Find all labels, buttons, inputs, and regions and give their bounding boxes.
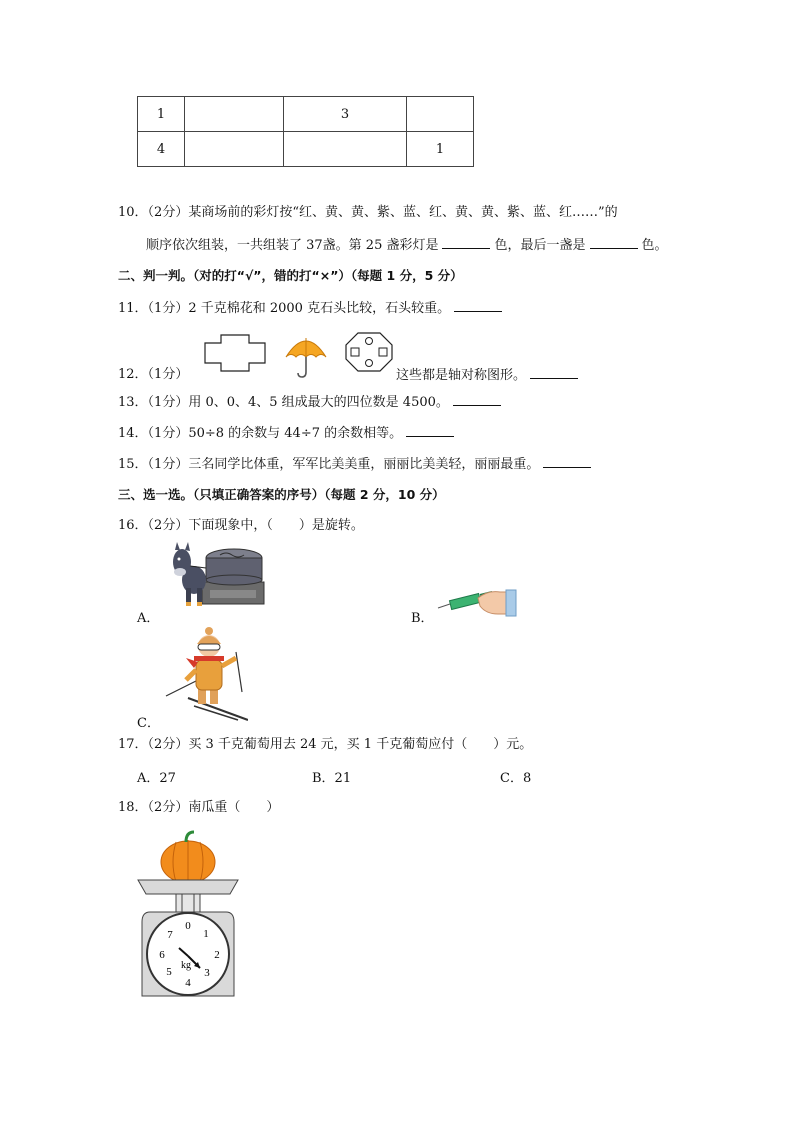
section3-heading: 三、选一选。（只填正确答案的序号）（每题 2 分，10 分） (118, 487, 445, 502)
q12 (396, 366, 582, 385)
skier-icon (164, 626, 248, 722)
q12-text: 这些都是轴对称图形。 (396, 368, 527, 383)
q17-option-a[interactable]: A．27 (137, 771, 176, 786)
q15-text: 15．（1分）三名同学比体重，军军比美美重，丽丽比美美轻，丽丽最重。 (118, 457, 540, 472)
table-cell (407, 97, 474, 132)
q10-text-c: 色。 (641, 238, 668, 253)
q10-line2 (146, 236, 668, 255)
q12-prefix: 12．（1分） (118, 367, 189, 382)
dial-unit: kg (181, 960, 191, 971)
table-row (138, 132, 474, 167)
table-cell: 3 (284, 97, 407, 132)
q15 (118, 455, 595, 474)
umbrella-icon (283, 331, 329, 379)
q16-stem: 16．（2分）下面现象中，（ ）是旋转。 (118, 518, 364, 533)
table-cell (185, 132, 284, 167)
number-table (137, 96, 474, 167)
dial-mark: 4 (185, 977, 191, 989)
q18-stem: 18．（2分）南瓜重（ ） (118, 800, 280, 815)
q14 (118, 424, 458, 443)
q17-option-b[interactable]: B．21 (312, 771, 352, 786)
q13 (118, 393, 505, 412)
table-cell (284, 132, 407, 167)
q13-answer-blank[interactable] (453, 393, 501, 406)
q14-answer-blank[interactable] (406, 424, 454, 437)
cross-shape-icon (203, 333, 267, 373)
table-cell: 1 (138, 97, 185, 132)
q15-answer-blank[interactable] (543, 455, 591, 468)
q10-text-b: 色，最后一盏是 (494, 238, 586, 253)
q10-blank-1[interactable] (442, 236, 490, 249)
dial-mark: 5 (166, 966, 172, 978)
table-cell: 1 (407, 132, 474, 167)
table-cell (185, 97, 284, 132)
q10-text-a: 顺序依次组装，一共组装了 37盏。第 25 盏彩灯是 (146, 238, 439, 253)
q17-option-c[interactable]: C．8 (500, 771, 532, 786)
dial-mark: 2 (214, 949, 220, 961)
q11-answer-blank[interactable] (454, 299, 502, 312)
q13-text: 13．（1分）用 0、0、4、5 组成最大的四位数是 4500。 (118, 395, 449, 410)
dial-mark: 3 (204, 967, 210, 979)
q11-text: 11．（1分）2 千克棉花和 2000 克石头比较，石头较重。 (118, 301, 451, 316)
q12-answer-blank[interactable] (530, 366, 578, 379)
donkey-millstone-icon (164, 542, 268, 610)
table-cell: 4 (138, 132, 185, 167)
q11 (118, 299, 506, 318)
dial-mark: 7 (167, 929, 173, 941)
pumpkin-scale-icon (136, 828, 240, 998)
q14-text: 14．（1分）50÷8 的余数与 44÷7 的余数相等。 (118, 426, 403, 441)
dial-mark: 1 (203, 928, 209, 940)
q16-option-a[interactable]: A． (137, 611, 160, 626)
q17-stem: 17．（2分）买 3 千克葡萄用去 24 元，买 1 千克葡萄应付（ ）元。 (118, 737, 533, 752)
dial-mark: 6 (159, 949, 165, 961)
q10-line1: 10．（2分）某商场前的彩灯按“红、黄、黄、紫、蓝、红、黄、黄、紫、蓝、红……”的 (118, 205, 618, 220)
q10-blank-2[interactable] (590, 236, 638, 249)
q16-option-c[interactable]: C． (137, 716, 160, 731)
octagon-shape-icon (344, 331, 394, 373)
q16-option-b[interactable]: B． (411, 611, 434, 626)
dial-mark: 0 (185, 920, 191, 932)
section2-heading: 二、判一判。（对的打“√”，错的打“×”）（每题 1 分，5 分） (118, 268, 463, 283)
syringe-hand-icon (436, 584, 518, 620)
table-row (138, 97, 474, 132)
